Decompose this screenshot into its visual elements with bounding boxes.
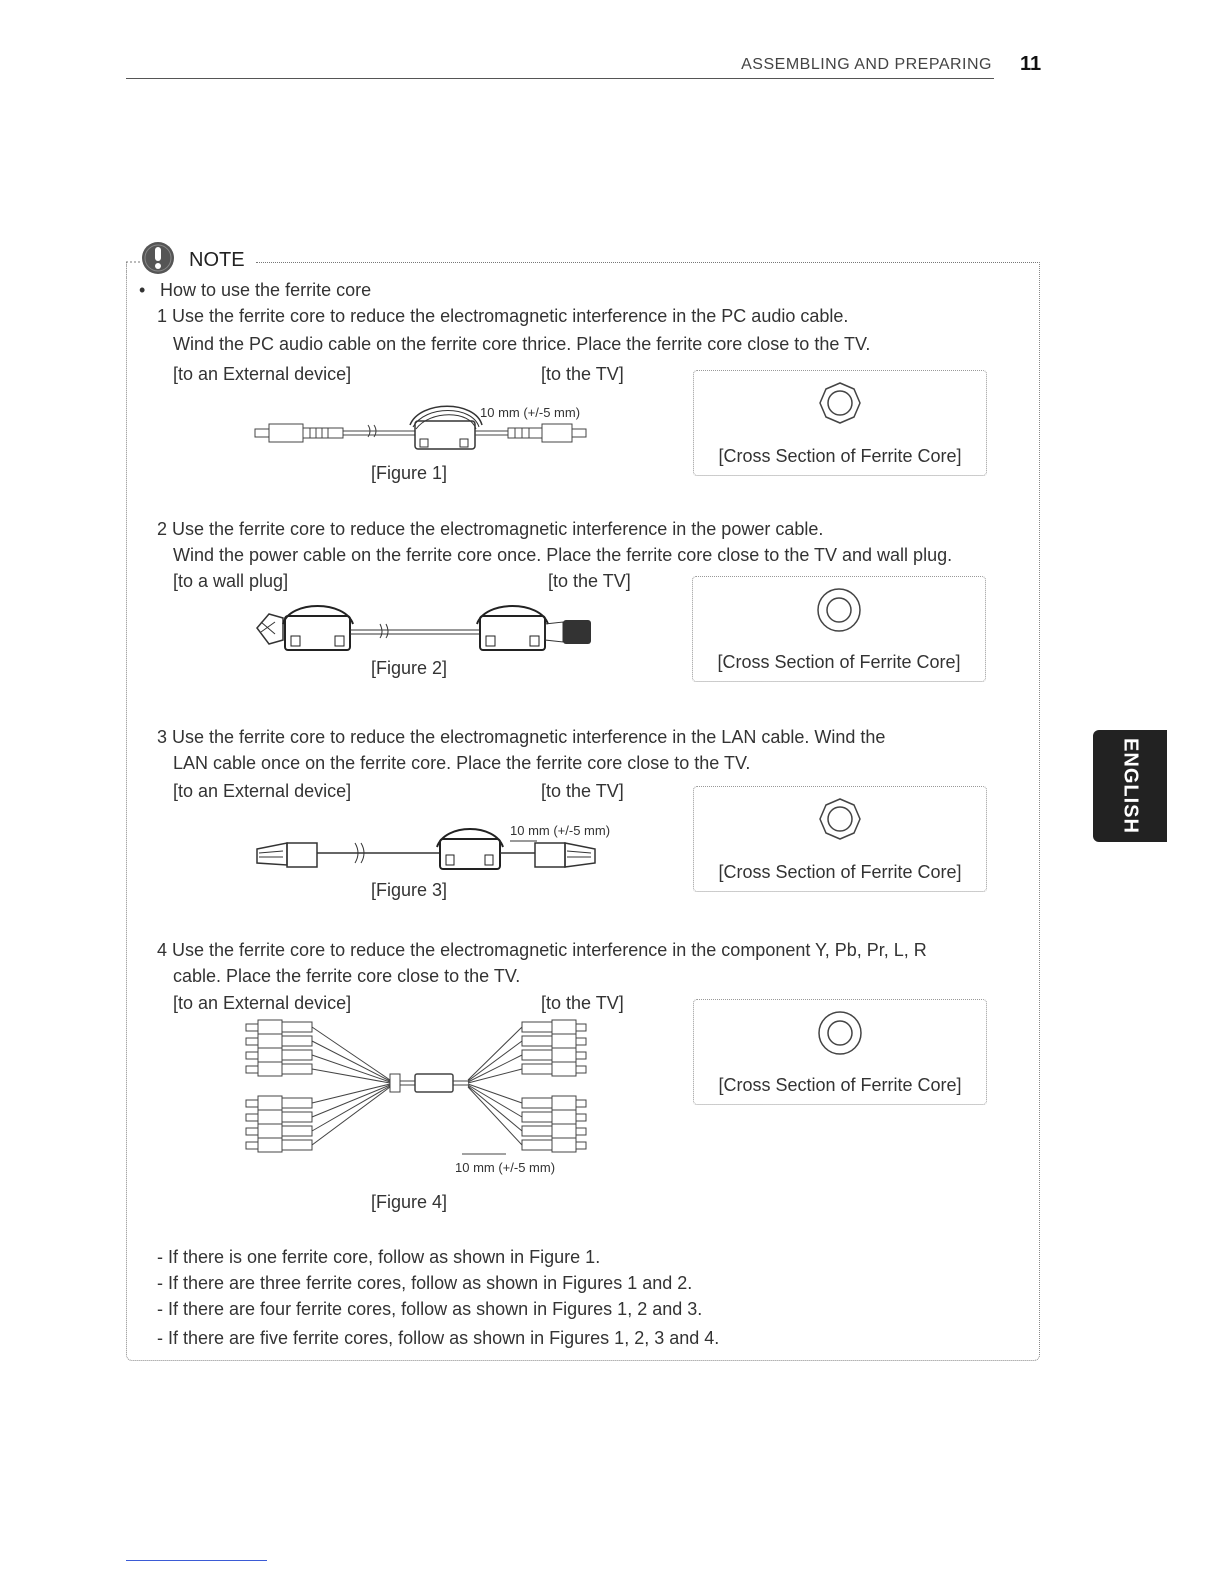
step-4-dimension: 10 mm (+/-5 mm) [455,1160,556,1175]
note-icon [126,238,186,278]
page-number: 11 [1020,53,1042,75]
footnote-3: - If there are four ferrite cores, follow as shown in Figures 1, 2 and 3. [157,1299,703,1319]
step-2-line-1: 2 Use the ferrite core to reduce the electromagnetic interference in the power cable. [157,519,824,539]
ferrite-cross-section-icon [818,381,862,425]
step-1-left-label: [to an External device] [173,364,352,384]
step-1-line-1: 1 Use the ferrite core to reduce the electromagnetic interference in the PC audio cable. [157,306,849,326]
figure-4-caption: [Figure 4] [371,1192,448,1212]
figure-2-caption: [Figure 2] [371,658,448,678]
figure-1-caption: [Figure 1] [371,463,448,483]
cross-section-box-3 [693,786,987,892]
language-tab-label: ENGLISH [1119,738,1142,834]
ferrite-cross-section-icon [817,1010,863,1056]
step-3-line-2: LAN cable once on the ferrite core. Place the ferrite core close to the TV. [173,753,751,773]
step-4-line-2: cable. Place the ferrite core close to the TV. [173,966,521,986]
bullet-text: How to use the ferrite core [160,280,372,300]
language-tab [1093,730,1167,842]
footnote-4: - If there are five ferrite cores, follow as shown in Figures 1, 2, 3 and 4. [157,1328,720,1348]
step-4-right-label: [to the TV] [541,993,624,1013]
ferrite-cross-section-icon [816,587,862,633]
step-3-line-1: 3 Use the ferrite core to reduce the electromagnetic interference in the LAN cable. Wind the [157,727,886,747]
cross-section-label: [Cross Section of Ferrite Core] [718,1075,962,1095]
header-divider [126,78,994,79]
section-title: ASSEMBLING AND PREPARING [741,56,992,73]
step-3-right-label: [to the TV] [541,781,624,801]
step-4-left-label: [to an External device] [173,993,352,1013]
step-1-dimension: 10 mm (+/-5 mm) [480,405,581,420]
cross-section-label: [Cross Section of Ferrite Core] [717,652,961,672]
step-3-dimension: 10 mm (+/-5 mm) [510,823,611,838]
cross-section-box-1 [693,370,987,476]
step-1-line-2: Wind the PC audio cable on the ferrite core thrice. Place the ferrite core close to the TV. [173,334,871,354]
cross-section-box-4 [693,999,987,1105]
step-4-line-1: 4 Use the ferrite core to reduce the electromagnetic interference in the component Y, Pb, Pr, L, R [157,940,927,960]
bullet-dot: • [139,280,146,300]
ferrite-cross-section-icon [818,797,862,841]
figure-3-caption: [Figure 3] [371,880,448,900]
cross-section-label: [Cross Section of Ferrite Core] [718,446,962,466]
footnote-2: - If there are three ferrite cores, follow as shown in Figures 1 and 2. [157,1273,693,1293]
cross-section-label: [Cross Section of Ferrite Core] [718,862,962,882]
note-title: NOTE [189,249,245,271]
note-top-border [256,262,1038,263]
figure-3-lan-cable [255,815,600,879]
step-3-left-label: [to an External device] [173,781,352,801]
step-2-line-2: Wind the power cable on the ferrite core once. Place the ferrite core close to the TV and wall plug. [173,545,953,565]
figure-2-power-cable [255,600,600,656]
step-1-right-label: [to the TV] [541,364,624,384]
footer-divider [126,1560,267,1561]
figure-1-audio-cable [250,395,600,465]
cross-section-box-2 [692,576,986,682]
figure-4-component-cable [240,1018,590,1158]
footnote-1: - If there is one ferrite core, follow as shown in Figure 1. [157,1247,601,1267]
step-2-left-label: [to a wall plug] [173,571,289,591]
step-2-right-label: [to the TV] [548,571,631,591]
